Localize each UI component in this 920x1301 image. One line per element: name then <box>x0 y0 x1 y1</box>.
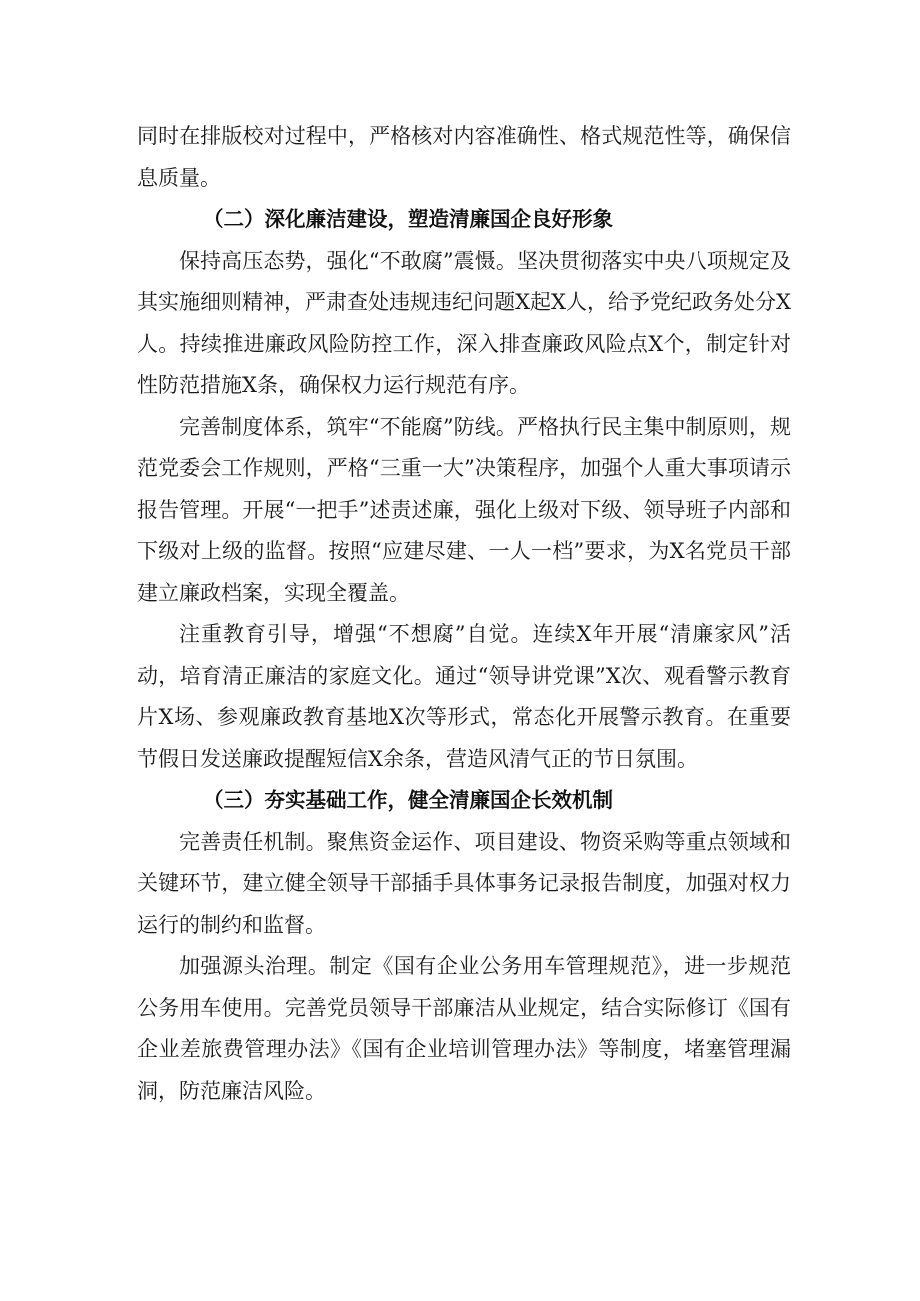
document-body <box>137 116 791 1112</box>
section-heading-2: （二）深化廉洁建设，塑造清廉国企良好形象 <box>203 207 613 231</box>
paragraph-responsibility: 完善责任机制。聚焦资金运作、项目建设、物资采购等重点领域和关键环节，建立健全领导干部插手具体事务记录报告制度，加强对权力运行的制约和监督。 <box>137 829 791 937</box>
paragraph-source-governance: 加强源头治理。制定《国有企业公务用车管理规范》，进一步规范公务用车使用。完善党员领导干部廉洁从业规定，结合实际修订《国有企业差旅费管理办法》《国有企业培训管理办法》等制度，堵塞管理漏洞，防范廉洁风险。 <box>137 954 791 1103</box>
paragraph-continuation: 同时在排版校对过程中，严格核对内容准确性、格式规范性等，确保信息质量。 <box>137 124 791 190</box>
section-heading-3: （三）夯实基础工作，健全清廉国企长效机制 <box>203 788 613 812</box>
paragraph-system: 完善制度体系，筑牢“不能腐”防线。严格执行民主集中制原则，规范党委会工作规则，严格“三重一大”决策程序，加强个人重大事项请示报告管理。开展“一把手”述责述廉，强化上级对下级、领导班子内部和下级对上级的监督。按照“应建尽建、一人一档”要求，为X名党员干部建立廉政档案，实现全覆盖。 <box>137 414 791 605</box>
paragraph-education: 注重教育引导，增强“不想腐”自觉。连续X年开展“清廉家风”活动，培育清正廉洁的家庭文化。通过“领导讲党课”X次、观看警示教育片X场、参观廉政教育基地X次等形式，常态化开展警示教育。在重要节假日发送廉政提醒短信X余条，营造风清气正的节日氛围。 <box>137 622 791 771</box>
paragraph-high-pressure: 保持高压态势，强化“不敢腐”震慑。坚决贯彻落实中央八项规定及其实施细则精神，严肃查处违规违纪问题X起X人，给予党纪政务处分X人。持续推进廉政风险防控工作，深入排查廉政风险点X个，制定针对性防范措施X条，确保权力运行规范有序。 <box>137 248 791 397</box>
